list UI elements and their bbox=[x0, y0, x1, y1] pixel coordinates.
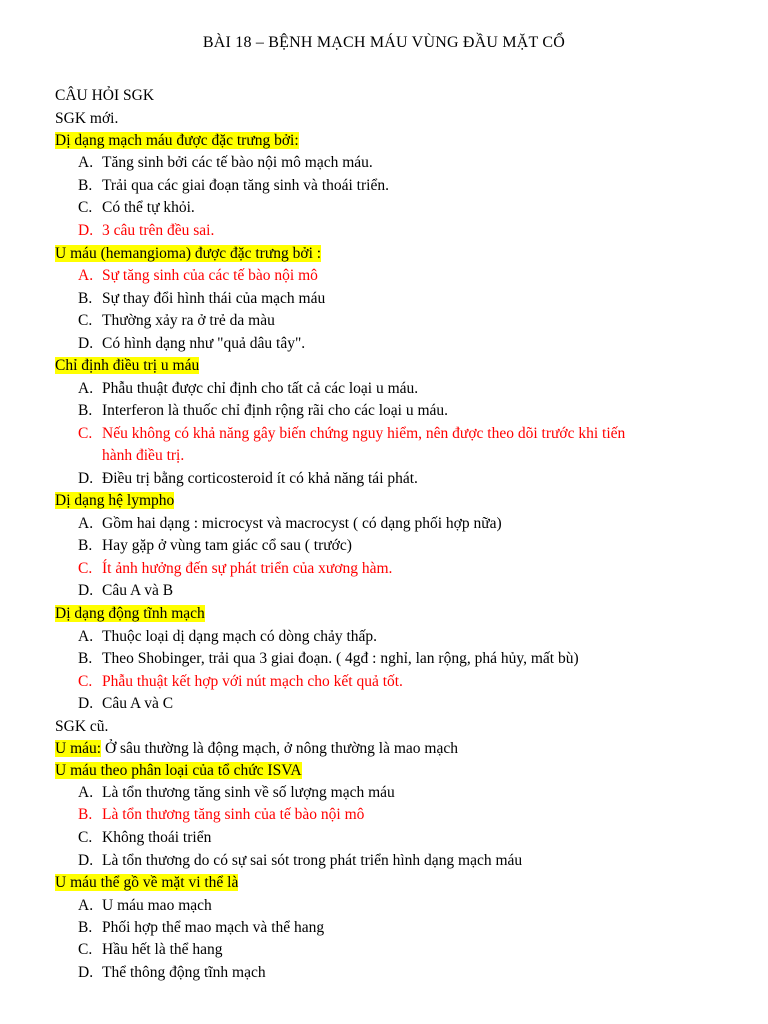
umau-note bbox=[55, 739, 458, 758]
page-title: BÀI 18 – BỆNH MẠCH MÁU VÙNG ĐẦU MẶT CỔ bbox=[202, 34, 566, 51]
question-5 bbox=[55, 604, 205, 623]
q3-option-d: D. Điều trị bằng corticosteroid ít có khả năng tái phát. bbox=[78, 470, 418, 487]
qo2-option-d: D. Thể thông động tĩnh mạch bbox=[78, 964, 266, 981]
umau-note-text: Ở sâu thường là động mạch, ở nông thường là mao mạch bbox=[101, 740, 458, 757]
question-2-text: U máu (hemangioma) được đặc trưng bởi : bbox=[55, 245, 322, 262]
qo1-option-b-correct: B. Là tổn thương tăng sinh của tế bào nội mô bbox=[78, 806, 365, 823]
q2-option-c: C. Thường xảy ra ở trẻ da màu bbox=[78, 312, 275, 329]
q4-option-b: B. Hay gặp ở vùng tam giác cổ sau ( trước) bbox=[78, 537, 352, 554]
question-4-text: Dị dạng hệ lympho bbox=[55, 492, 175, 509]
q4-option-d: D. Câu A và B bbox=[78, 582, 174, 599]
q2-option-b: B. Sự thay đổi hình thái của mạch máu bbox=[78, 290, 326, 307]
q2-option-a-correct: A. Sự tăng sinh của các tế bào nội mô bbox=[78, 267, 318, 284]
qo2-option-c: C. Hầu hết là thể hang bbox=[78, 941, 223, 958]
question-old-2-text: U máu thể gồ về mặt vi thể là bbox=[55, 874, 239, 891]
qo2-option-a: A. U máu mao mạch bbox=[78, 897, 212, 914]
question-old-1-text: U máu theo phân loại của tổ chức ISVA bbox=[55, 762, 302, 779]
q1-option-b: B. Trải qua các giai đoạn tăng sinh và thoái triển. bbox=[78, 177, 389, 194]
sgk-cu-label: SGK cũ. bbox=[55, 718, 109, 735]
q5-option-d: D. Câu A và C bbox=[78, 695, 174, 712]
question-2 bbox=[55, 244, 321, 263]
qo1-option-d: D. Là tổn thương do có sự sai sót trong phát triển hình dạng mạch máu bbox=[78, 852, 523, 869]
qo1-option-a: A. Là tổn thương tăng sinh về số lượng mạch máu bbox=[78, 784, 395, 801]
q2-option-d: D. Có hình dạng như "quả dâu tây". bbox=[78, 335, 306, 352]
qo1-option-c: C. Không thoái triển bbox=[78, 829, 212, 846]
sgk-moi-label: SGK mới. bbox=[55, 110, 119, 127]
umau-note-label: U máu: bbox=[55, 740, 102, 757]
q5-option-b: B. Theo Shobinger, trải qua 3 giai đoạn. ( 4gđ : nghỉ, lan rộng, phá hủy, mất bù) bbox=[78, 650, 579, 667]
q1-option-d-correct: D. 3 câu trên đều sai. bbox=[78, 222, 215, 239]
q5-option-c-correct: C. Phẫu thuật kết hợp với nút mạch cho kết quả tốt. bbox=[78, 673, 403, 690]
section-header: CÂU HỎI SGK bbox=[55, 87, 155, 104]
question-3 bbox=[55, 356, 199, 375]
q3-option-b: B. Interferon là thuốc chỉ định rộng rãi cho các loại u máu. bbox=[78, 402, 449, 419]
q4-option-c-correct: C. Ít ảnh hưởng đến sự phát triển của xương hàm. bbox=[78, 560, 393, 577]
q3-option-a: A. Phẫu thuật được chỉ định cho tất cả các loại u máu. bbox=[78, 380, 419, 397]
question-1 bbox=[55, 131, 299, 150]
question-old-1 bbox=[55, 761, 302, 780]
q3-option-c-correct: C. Nếu không có khả năng gây biến chứng nguy hiểm, nên được theo dõi trước khi tiến bbox=[78, 425, 626, 442]
qo2-option-b: B. Phối hợp thể mao mạch và thể hang bbox=[78, 919, 325, 936]
q1-option-c: C. Có thể tự khỏi. bbox=[78, 199, 195, 216]
q1-option-a: A. Tăng sinh bởi các tế bào nội mô mạch máu. bbox=[78, 154, 373, 171]
question-3-text: Chỉ định điều trị u máu bbox=[55, 357, 200, 374]
question-5-text: Dị dạng động tĩnh mạch bbox=[55, 605, 205, 622]
q3-option-c-continuation: hành điều trị. bbox=[102, 447, 185, 464]
question-old-2 bbox=[55, 873, 238, 892]
question-1-text: Dị dạng mạch máu được đặc trưng bởi: bbox=[55, 132, 299, 149]
q5-option-a: A. Thuộc loại dị dạng mạch có dòng chảy thấp. bbox=[78, 628, 378, 645]
question-4 bbox=[55, 491, 174, 510]
q4-option-a: A. Gồm hai dạng : microcyst và macrocyst ( có dạng phối hợp nữa) bbox=[78, 515, 502, 532]
